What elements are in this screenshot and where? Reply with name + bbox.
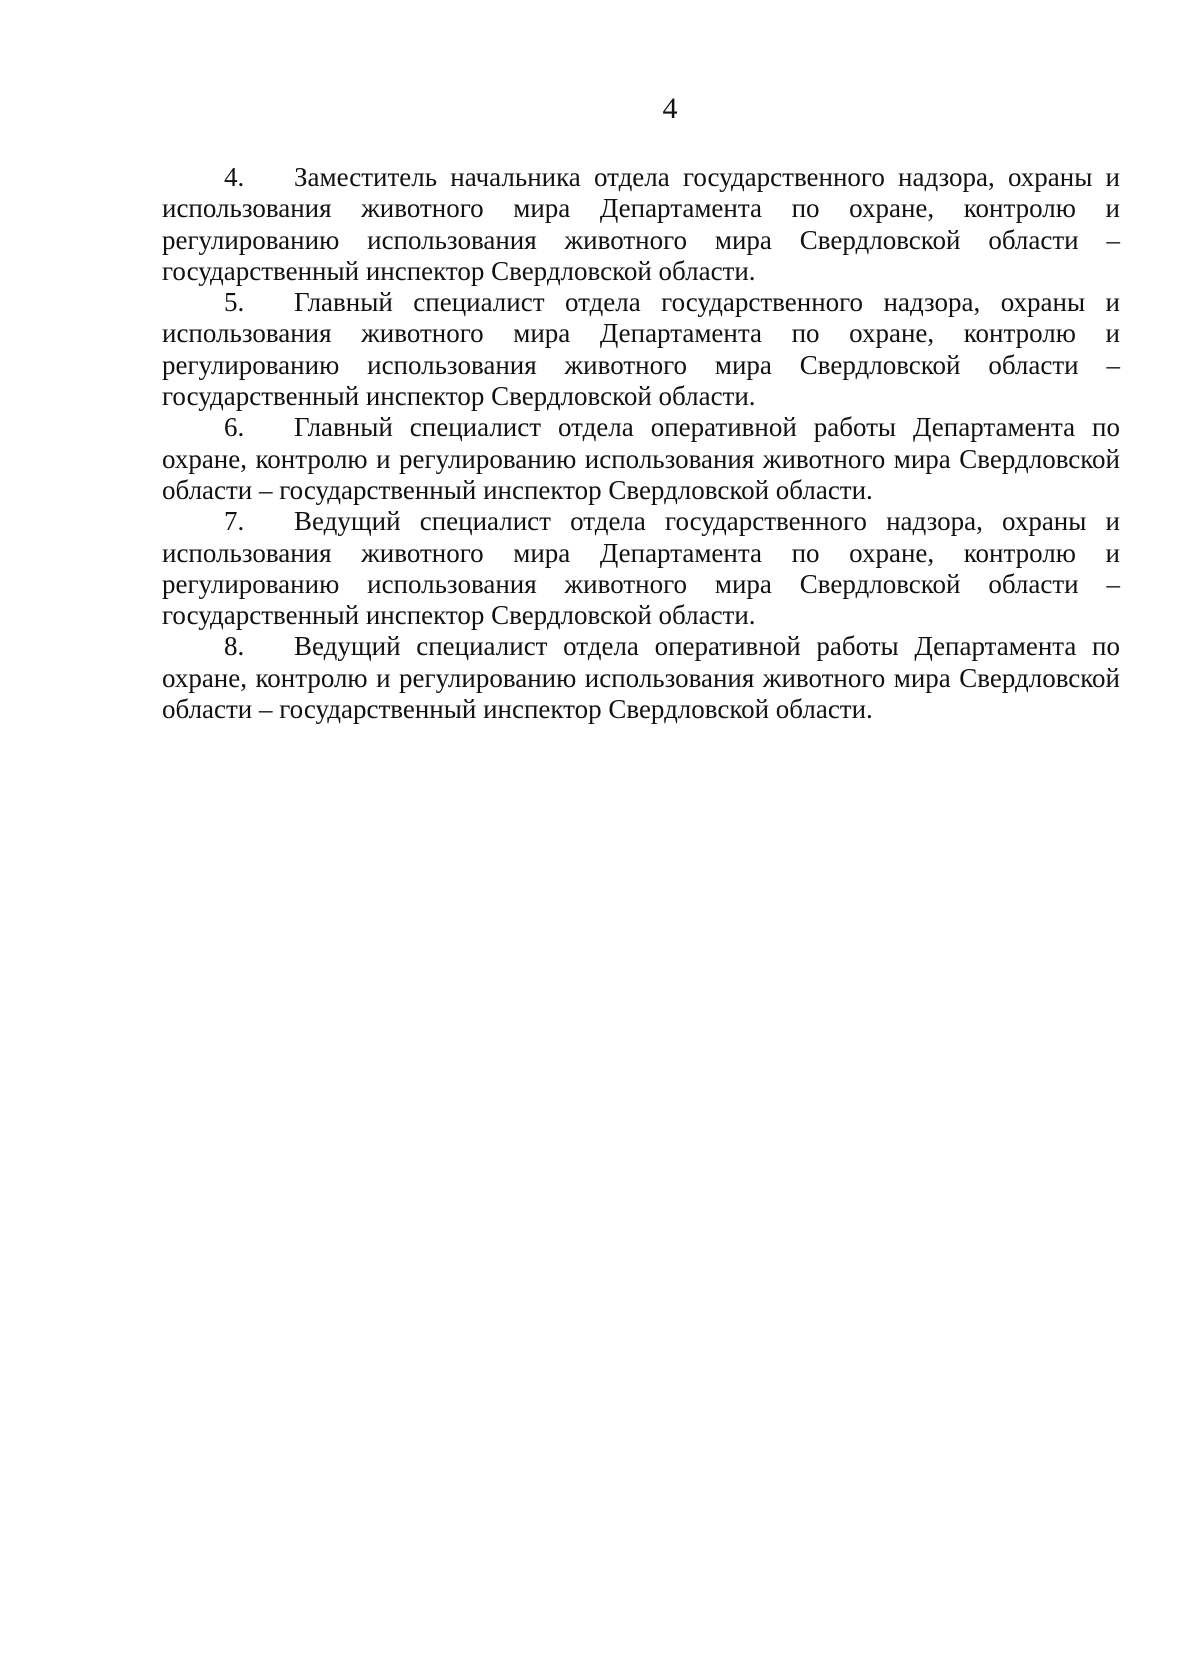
position-list xyxy=(162,162,1120,725)
item-number: 8. xyxy=(224,631,245,662)
item-number: 4. xyxy=(224,162,245,192)
list-item xyxy=(162,162,1120,287)
list-item xyxy=(162,631,1120,725)
item-text: Главный специалист отдела государственного надзора, охраны и использования животного мира Департамента по охране, контролю и регулированию использования животного мира Свердловской области – государственный инспектор Свердловской области. xyxy=(162,287,1120,412)
list-item xyxy=(162,506,1120,631)
item-text: Ведущий специалист отдела оперативной работы Департамента по охране, контролю и регулированию использования животного мира Свердловской области – государственный инспектор Свердловской области. xyxy=(162,631,1120,725)
item-text: Заместитель начальника отдела государственного надзора, охраны и использования животного мира Департамента по охране, контролю и регулированию использования животного мира Свердловской области – государственный инспектор Свердловской области. xyxy=(162,162,1120,286)
item-number: 5. xyxy=(224,287,245,318)
item-text: Ведущий специалист отдела государственного надзора, охраны и использования животного мира Департамента по охране, контролю и регулированию использования животного мира Свердловской области – государственный инспектор Свердловской области. xyxy=(162,506,1120,631)
item-number: 6. xyxy=(224,412,245,443)
list-item xyxy=(162,287,1120,412)
list-item xyxy=(162,412,1120,506)
page-number: 4 xyxy=(662,92,678,125)
item-text: Главный специалист отдела оперативной работы Департамента по охране, контролю и регулированию использования животного мира Свердловской области – государственный инспектор Свердловской области. xyxy=(162,412,1120,505)
item-number: 7. xyxy=(224,506,245,537)
